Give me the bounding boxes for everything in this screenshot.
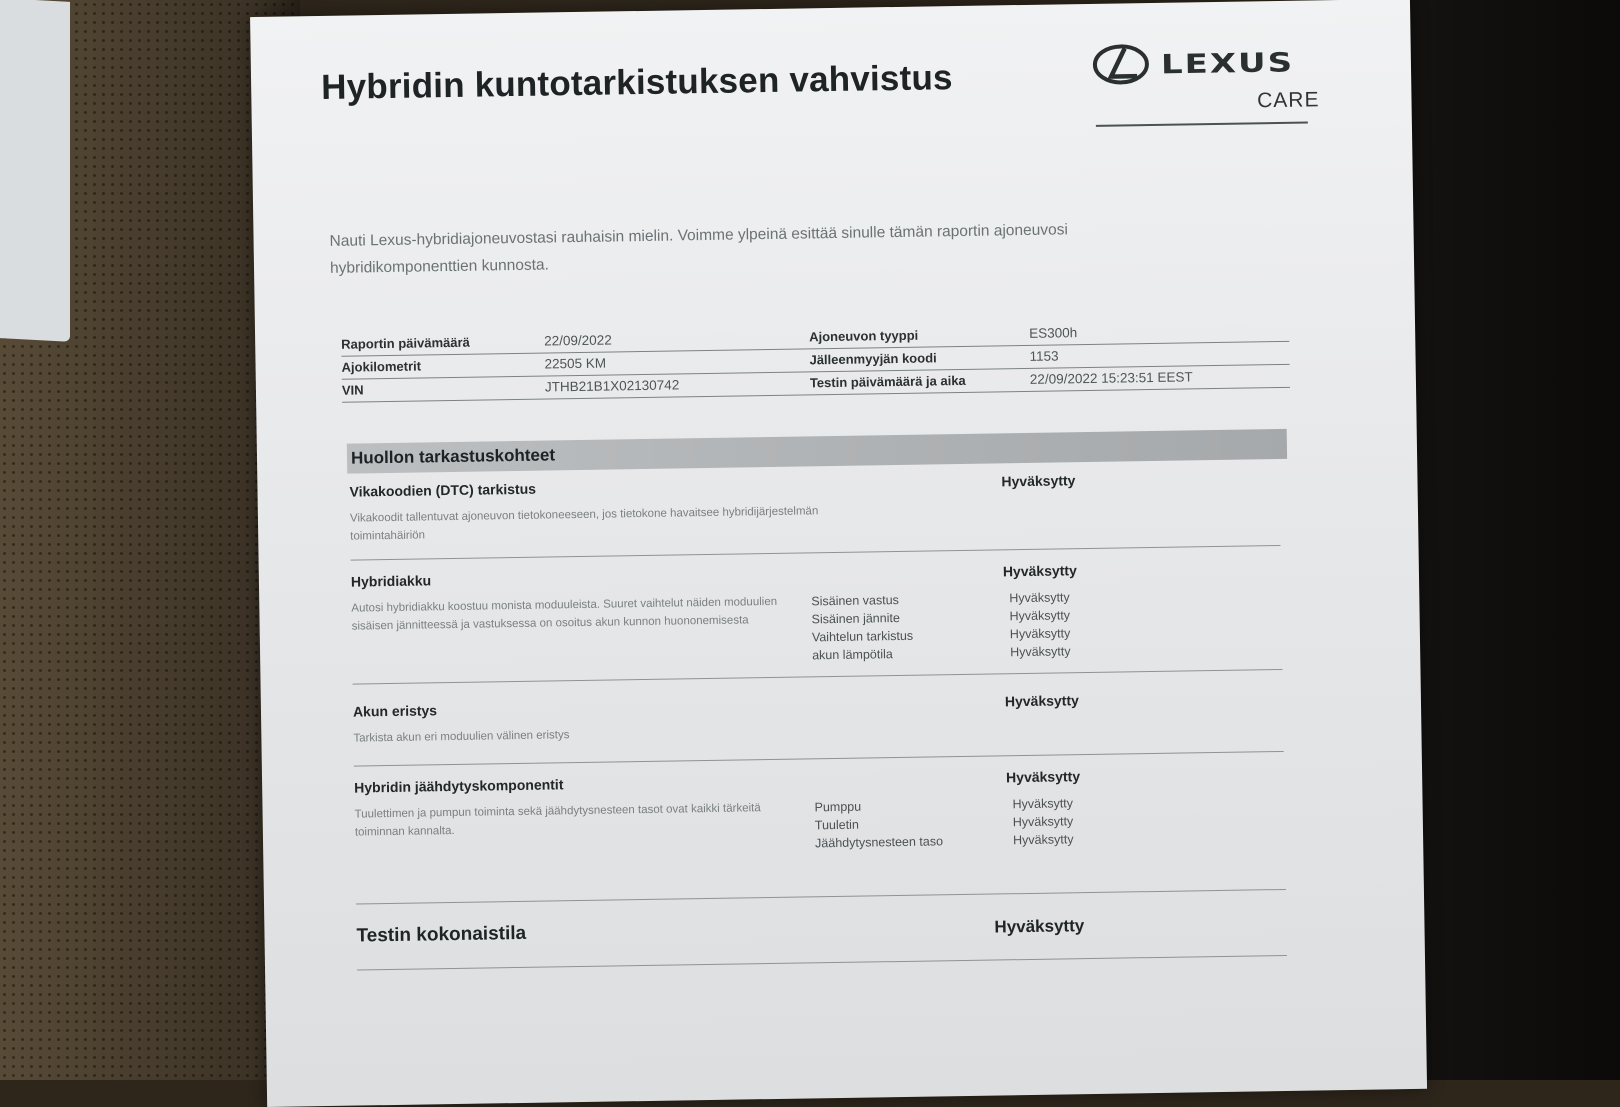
check-item-description: Autosi hybridiakku koostuu monista moduuleista. Suuret vaihtelut näiden moduulien sisäisen jännitteessä ja vastuksessa on osoitus akun kunnon huononemisesta [351, 595, 778, 633]
vehicle-type-label: Ajoneuvon tyyppi [809, 327, 919, 345]
check-item-status: Hyväksytty [1004, 692, 1079, 710]
check-item-title: Hybridin jäähdytyskomponentit [354, 776, 564, 796]
logo-underline [1096, 122, 1308, 127]
check-item-status: Hyväksytty [1002, 562, 1077, 580]
sub-check-status: Hyväksytty [1012, 832, 1074, 848]
section-title: Huollon tarkastuskohteet [350, 445, 556, 468]
check-item-description: Vikakoodit tallentuvat ajoneuvon tietokoneeseen, jos tietokone havaitsee hybridijärjestelmän toimintahäiriön [349, 505, 819, 543]
sub-check-name: Jäähdytysnesteen taso [815, 834, 944, 851]
test-datetime-label: Testin päivämäärä ja aika [809, 372, 966, 391]
dealer-code-label: Jälleenmyyjän koodi [809, 350, 937, 368]
document-title: Hybridin kuntotarkistuksen vahvistus [320, 58, 953, 107]
sub-check-name: Sisäinen jännite [811, 610, 900, 627]
lexus-wordmark: LEXUS [1160, 47, 1295, 81]
sub-check-status: Hyväksytty [1009, 608, 1071, 624]
intro-text: Nauti Lexus-hybridiajoneuvostasi rauhaisin mielin. Voimme ylpeinä esittää sinulle tämän raportin ajoneuvosi hybridikomponenttien kunnosta. [329, 221, 1069, 277]
sub-check-name: Tuuletin [814, 817, 859, 833]
sub-check-status: Hyväksytty [1012, 814, 1074, 830]
check-item-title: Hybridiakku [350, 572, 432, 590]
lexus-care-logo [1091, 36, 1333, 140]
check-item-status: Hyväksytty [1001, 472, 1076, 490]
sub-check-status: Hyväksytty [1009, 590, 1070, 606]
check-item-cooling-components [354, 765, 1294, 910]
vin-value: JTHB21B1X02130742 [544, 377, 680, 395]
check-item-hybrid-battery [351, 559, 1291, 698]
test-datetime-value: 22/09/2022 15:23:51 EEST [1029, 369, 1193, 387]
check-item-title: Akun eristys [352, 702, 438, 720]
overall-status-title: Testin kokonaistila [356, 922, 527, 947]
mileage-label: Ajokilometrit [341, 358, 422, 375]
lexus-emblem-icon [1091, 39, 1158, 90]
check-item-description: Tarkista akun eri moduulien välinen eristys [353, 729, 570, 745]
vehicle-info-table [341, 319, 1290, 403]
report-date-value: 22/09/2022 [544, 332, 612, 349]
check-item-description: Tuulettimen ja pumpun toiminta sekä jäähdytysnesteen tasot ovat kaikki tärkeitä toiminnan kannalta. [354, 802, 761, 839]
mileage-value: 22505 KM [544, 355, 607, 372]
sub-check-name: akun lämpötila [812, 647, 893, 663]
check-item-dtc [349, 469, 1288, 564]
sub-check-name: Vaihtelun tarkistus [811, 628, 914, 645]
report-date-label: Raportin päivämäärä [341, 334, 470, 352]
background-paper-scrap [0, 0, 70, 342]
divider [357, 955, 1287, 971]
divider [353, 669, 1283, 685]
care-label: CARE [1256, 88, 1320, 113]
sub-check-status: Hyväksytty [1009, 626, 1071, 642]
document-sheet [250, 0, 1427, 1107]
divider [351, 545, 1281, 561]
dealer-code-value: 1153 [1029, 348, 1059, 364]
section-header [347, 429, 1287, 474]
sub-check-name: Sisäinen vastus [811, 592, 899, 609]
vin-label: VIN [341, 382, 364, 398]
check-item-title: Vikakoodien (DTC) tarkistus [349, 480, 537, 500]
vehicle-type-value: ES300h [1029, 325, 1078, 341]
divider [354, 751, 1284, 767]
check-item-battery-insulation [353, 689, 1292, 776]
overall-status-value: Hyväksytty [994, 916, 1085, 937]
check-item-status: Hyväksytty [1005, 768, 1081, 786]
sub-check-name: Pumppu [814, 799, 862, 815]
divider [356, 889, 1286, 905]
sub-check-status: Hyväksytty [1010, 644, 1071, 660]
sub-check-status: Hyväksytty [1012, 796, 1074, 812]
